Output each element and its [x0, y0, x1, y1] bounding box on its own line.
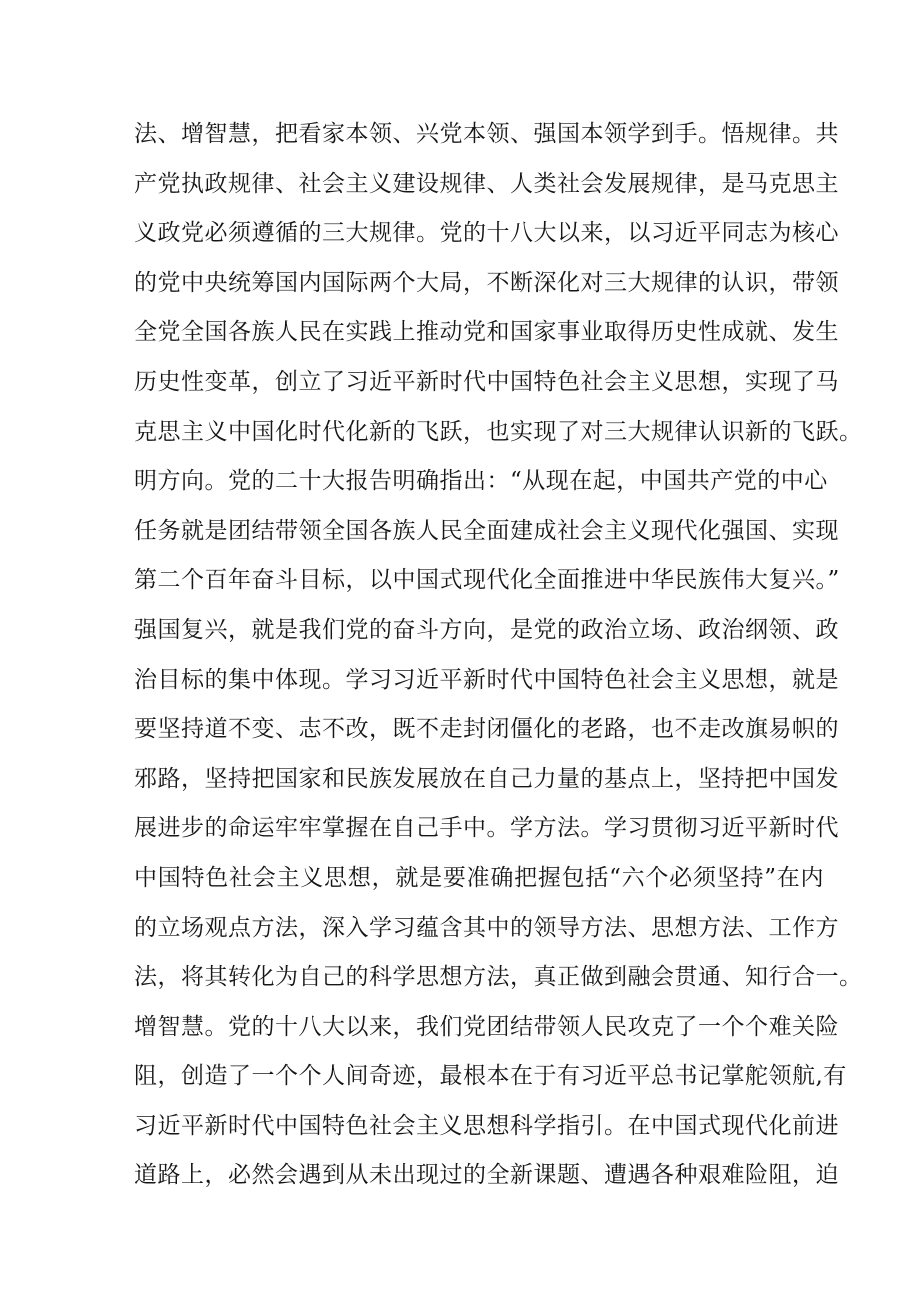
text-line: 第二个百年奋斗目标，以中国式现代化全面推进中华民族伟大复兴。” [134, 567, 840, 594]
text-line: 阻，创造了一个个人间奇迹，最根本在于有习近平总书记掌舵领航,有 [134, 1063, 847, 1090]
text-line: 强国复兴，就是我们党的奋斗方向，是党的政治立场、政治纲领、政 [134, 616, 839, 643]
text-line: 历史性变革，创立了习近平新时代中国特色社会主义思想，实现了马 [134, 368, 839, 395]
text-line: 明方向。党的二十大报告明确指出：“从现在起，中国共产党的中心 [134, 468, 828, 495]
text-line: 的立场观点方法，深入学习蕴含其中的领导方法、思想方法、工作方 [134, 914, 839, 941]
text-line: 克思主义中国化时代化新的飞跃，也实现了对三大规律认识新的飞跃。 [134, 418, 863, 445]
text-line: 全党全国各族人民在实践上推动党和国家事业取得历史性成就、发生 [134, 319, 839, 346]
text-line: 法，将其转化为自己的科学思想方法，真正做到融会贯通、知行合一。 [134, 964, 863, 991]
text-line: 展进步的命运牢牢掌握在自己手中。学方法。学习贯彻习近平新时代 [134, 815, 839, 842]
text-line: 产党执政规律、社会主义建设规律、人类社会发展规律，是马克思主 [134, 170, 839, 197]
text-line: 习近平新时代中国特色社会主义思想科学指引。在中国式现代化前进 [134, 1112, 839, 1139]
text-line: 的党中央统筹国内国际两个大局，不断深化对三大规律的认识，带领 [134, 269, 839, 296]
text-line: 法、增智慧，把看家本领、兴党本领、强国本领学到手。悟规律。共 [134, 121, 839, 147]
text-line: 义政党必须遵循的三大规律。党的十八大以来，以习近平同志为核心 [134, 220, 839, 247]
text-line: 要坚持道不变、志不改，既不走封闭僵化的老路，也不走改旗易帜的 [134, 716, 839, 743]
text-line: 邪路，坚持把国家和民族发展放在自己力量的基点上，坚持把中国发 [134, 765, 839, 792]
body-text [134, 110, 863, 1201]
text-line: 道路上，必然会遇到从未出现过的全新课题、遭遇各种艰难险阻，迫 [134, 1162, 839, 1189]
text-line: 中国特色社会主义思想，就是要准确把握包括“六个必须坚持”在内 [134, 864, 824, 891]
text-line: 增智慧。党的十八大以来，我们党团结带领人民攻克了一个个难关险 [134, 1013, 839, 1040]
text-line: 治目标的集中体现。学习习近平新时代中国特色社会主义思想，就是 [134, 666, 839, 693]
text-line: 任务就是团结带领全国各族人民全面建成社会主义现代化强国、实现 [134, 517, 839, 544]
